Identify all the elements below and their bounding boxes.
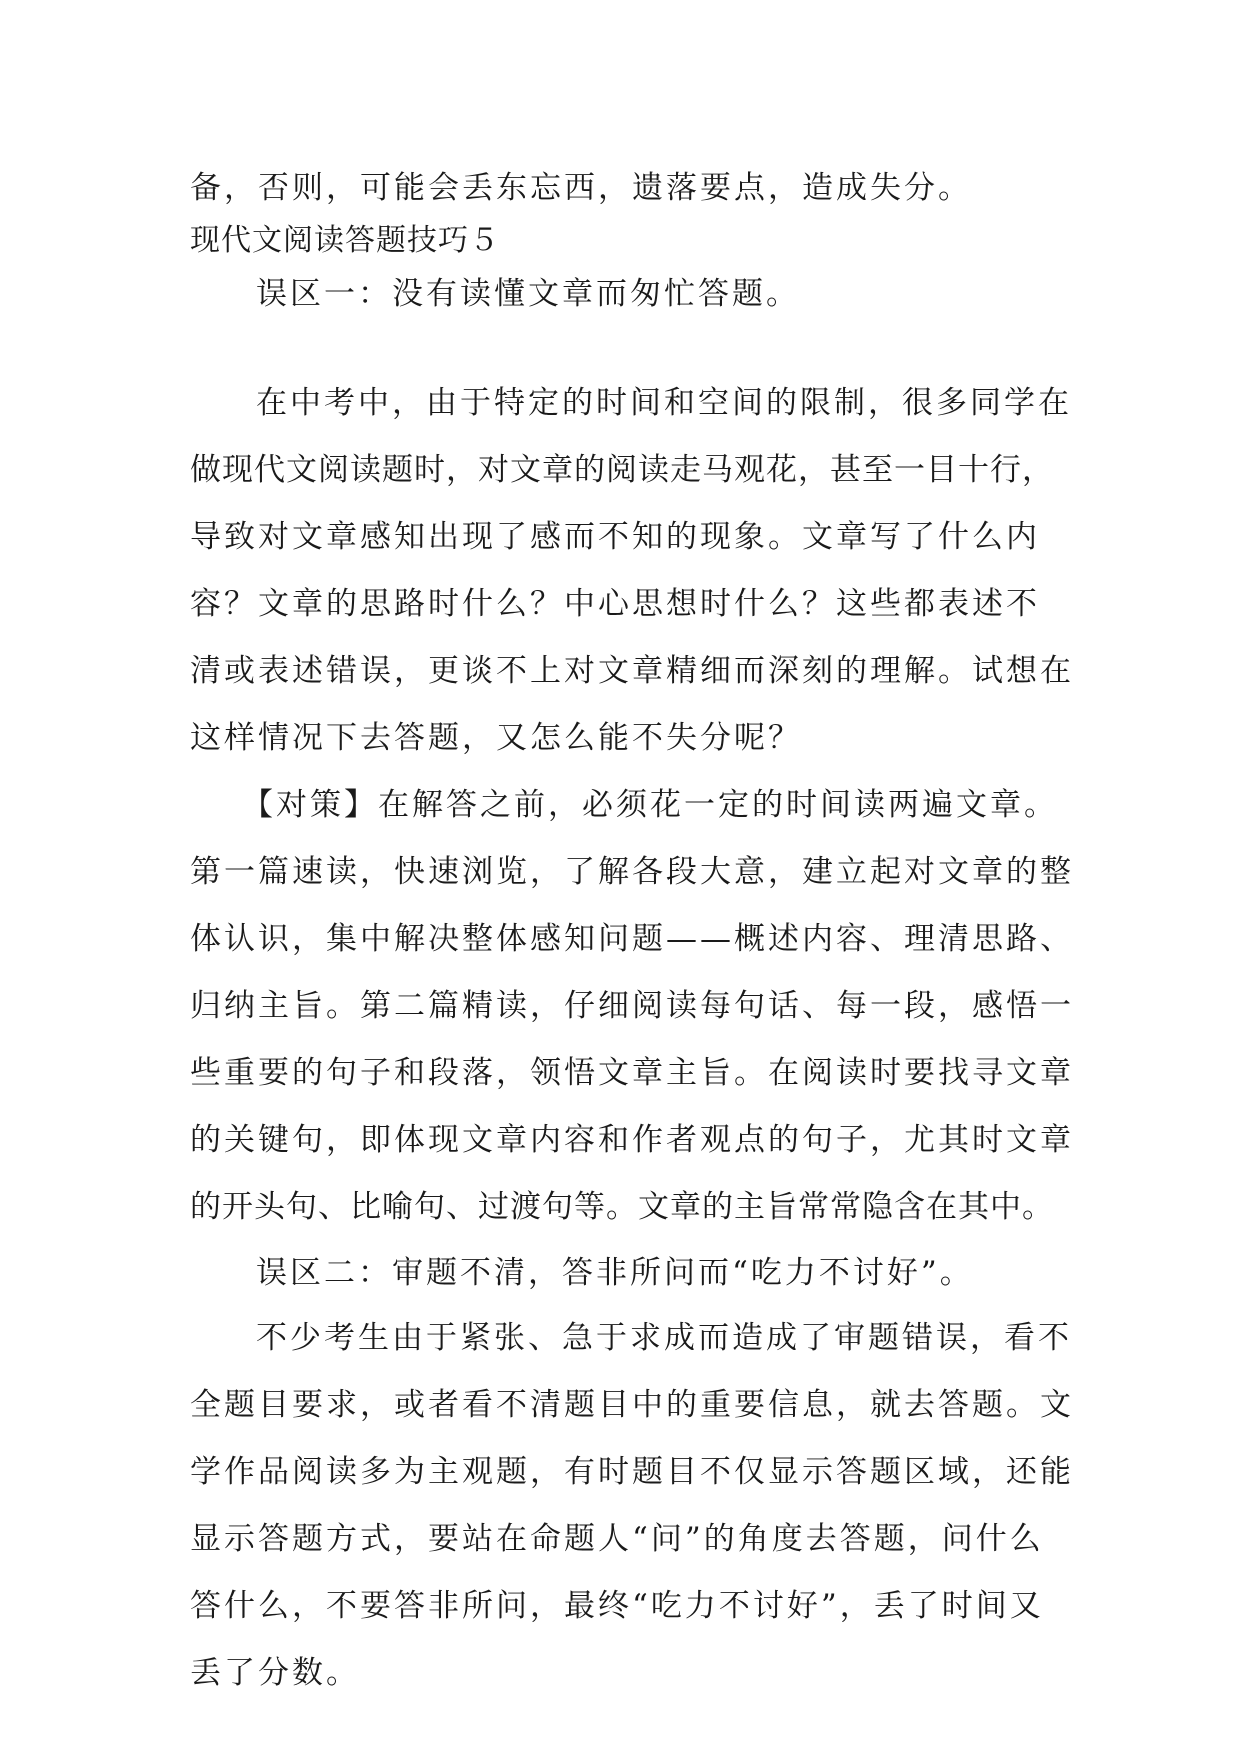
mistake-1-heading: 误区一：没有读懂文章而匆忙答题。 bbox=[256, 276, 800, 312]
paragraph-line: 这样情况下去答题，又怎么能不失分呢？ bbox=[190, 720, 802, 756]
paragraph-line: 第一篇速读，快速浏览，了解各段大意，建立起对文章的整 bbox=[190, 854, 1074, 890]
paragraph-line: 导致对文章感知出现了感而不知的现象。文章写了什么内 bbox=[190, 519, 1040, 555]
paragraph-line: 的关键句，即体现文章内容和作者观点的句子，尤其时文章 bbox=[190, 1122, 1074, 1158]
paragraph-line: 答什么，不要答非所问，最终“吃力不讨好”，丢了时间又 bbox=[190, 1588, 1044, 1624]
paragraph-line: 些重要的句子和段落，领悟文章主旨。在阅读时要找寻文章 bbox=[190, 1055, 1074, 1091]
mistake-2-block bbox=[190, 1241, 1050, 1305]
paragraph-line: 学作品阅读多为主观题，有时题目不仅显示答题区域，还能 bbox=[190, 1454, 1074, 1490]
mistake-2-heading: 误区二：审题不清，答非所问而“吃力不讨好”。 bbox=[256, 1255, 974, 1291]
paragraph-line: 体认识，集中解决整体感知问题——概述内容、理清思路、 bbox=[190, 921, 1074, 957]
paragraph-line: 归纳主旨。第二篇精读，仔细阅读每句话、每一段，感悟一 bbox=[190, 988, 1074, 1024]
paragraph-2 bbox=[190, 772, 1074, 1241]
paragraph-3 bbox=[190, 1305, 1074, 1707]
paragraph-line: 【对策】在解答之前，必须花一定的时间读两遍文章。 bbox=[242, 787, 1058, 823]
paragraph-line: 容？文章的思路时什么？中心思想时什么？这些都表述不 bbox=[190, 586, 1040, 622]
paragraph-line: 显示答题方式，要站在命题人“问”的角度去答题，问什么 bbox=[190, 1521, 1044, 1557]
spacer bbox=[190, 322, 1050, 370]
paragraph-1 bbox=[190, 370, 1074, 772]
paragraph-line: 不少考生由于紧张、急于求成而造成了审题错误，看不 bbox=[256, 1320, 1072, 1356]
paragraph-line: 的开头句、比喻句、过渡句等。文章的主旨常常隐含在其中。 bbox=[190, 1189, 1054, 1225]
opening-line: 备，否则，可能会丢东忘西，遗落要点，造成失分。 bbox=[190, 170, 972, 206]
paragraph-line: 在中考中，由于特定的时间和空间的限制，很多同学在 bbox=[256, 385, 1072, 421]
paragraph-line: 清或表述错误，更谈不上对文章精细而深刻的理解。试想在 bbox=[190, 653, 1074, 689]
paragraph-line: 丢了分数。 bbox=[190, 1655, 360, 1691]
section-title: 现代文阅读答题技巧５ bbox=[190, 223, 500, 258]
paragraph-line: 全题目要求，或者看不清题目中的重要信息，就去答题。文 bbox=[190, 1387, 1074, 1423]
paragraph-line: 做现代文阅读题时，对文章的阅读走马观花，甚至一目十行， bbox=[190, 452, 1054, 488]
document-body bbox=[190, 160, 1074, 1707]
